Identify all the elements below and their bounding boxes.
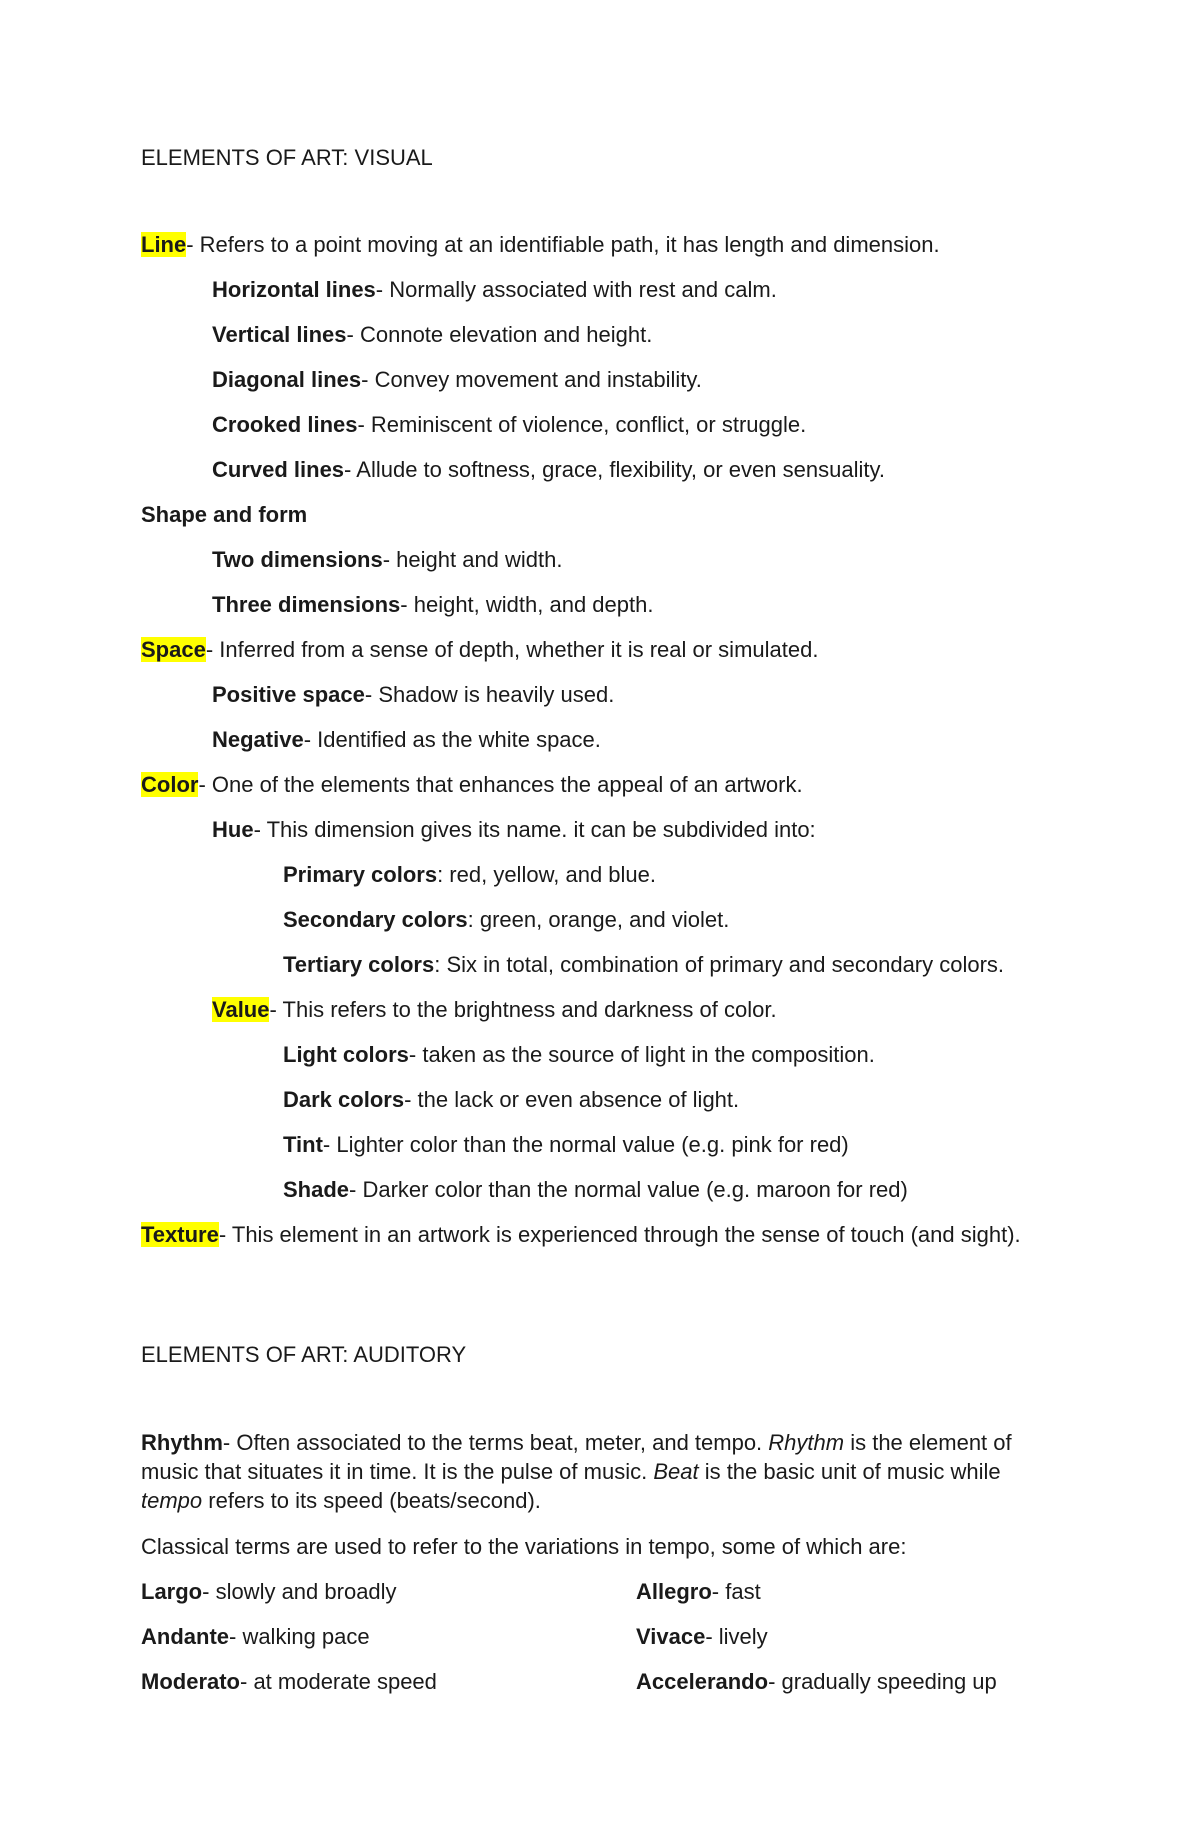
texture-desc: - This element in an artwork is experienced through the sense of touch (and sight). bbox=[218, 1222, 1021, 1247]
value-term: Value bbox=[212, 997, 270, 1022]
moderato-desc: - at moderate speed bbox=[240, 1669, 437, 1694]
two-dimensions-item bbox=[212, 545, 563, 574]
vertical-lines-item bbox=[212, 320, 652, 349]
two-dimensions-term: Two dimensions bbox=[212, 547, 383, 572]
hue-term: Hue bbox=[212, 817, 254, 842]
accelerando-term: Accelerando bbox=[636, 1669, 769, 1694]
two-dimensions-desc: - height and width. bbox=[382, 547, 563, 572]
texture-paragraph bbox=[141, 1220, 1056, 1249]
vertical-lines-term: Vertical lines bbox=[212, 322, 347, 347]
secondary-colors-desc: : green, orange, and violet. bbox=[467, 907, 730, 932]
tertiary-colors-item bbox=[283, 950, 1004, 979]
horizontal-lines-desc: - Normally associated with rest and calm. bbox=[375, 277, 777, 302]
andante-desc: - walking pace bbox=[229, 1624, 370, 1649]
moderato-term: Moderato bbox=[141, 1669, 240, 1694]
three-dimensions-desc: - height, width, and depth. bbox=[400, 592, 654, 617]
crooked-lines-item bbox=[212, 410, 806, 439]
rhythm-text-1: - Often associated to the terms beat, meter, and tempo. bbox=[222, 1430, 769, 1455]
negative-space-term: Negative bbox=[212, 727, 304, 752]
horizontal-lines-item bbox=[212, 275, 777, 304]
allegro-item bbox=[636, 1577, 761, 1606]
curved-lines-desc: - Allude to softness, grace, flexibility, or even sensuality. bbox=[344, 457, 885, 482]
tint-desc: - Lighter color than the normal value (e.g. pink for red) bbox=[322, 1132, 849, 1157]
three-dimensions-item bbox=[212, 590, 653, 619]
vivace-desc: - lively bbox=[705, 1624, 768, 1649]
classical-intro: Classical terms are used to refer to the variations in tempo, some of which are: bbox=[141, 1534, 907, 1559]
shade-desc: - Darker color than the normal value (e.g. maroon for red) bbox=[349, 1177, 908, 1202]
andante-item bbox=[141, 1622, 370, 1651]
line-paragraph bbox=[141, 230, 940, 259]
hue-item bbox=[212, 815, 816, 844]
rhythm-text-3: is the basic unit of music while bbox=[698, 1459, 1001, 1484]
vertical-lines-desc: - Connote elevation and height. bbox=[346, 322, 653, 347]
diagonal-lines-term: Diagonal lines bbox=[212, 367, 362, 392]
curved-lines-term: Curved lines bbox=[212, 457, 345, 482]
curved-lines-item bbox=[212, 455, 885, 484]
rhythm-paragraph bbox=[141, 1428, 1056, 1515]
positive-space-term: Positive space bbox=[212, 682, 365, 707]
negative-space-item bbox=[212, 725, 601, 754]
rhythm-text-2: is the element of music that situates it in time. It is the pulse of music. bbox=[141, 1430, 1012, 1484]
moderato-item bbox=[141, 1667, 437, 1696]
shape-and-form-term: Shape and form bbox=[141, 502, 308, 527]
tint-item bbox=[283, 1130, 849, 1159]
primary-colors-desc: : red, yellow, and blue. bbox=[437, 862, 656, 887]
auditory-heading: ELEMENTS OF ART: AUDITORY bbox=[141, 1342, 467, 1367]
tempo-italic: tempo bbox=[141, 1488, 203, 1513]
light-colors-desc: - taken as the source of light in the composition. bbox=[408, 1042, 875, 1067]
allegro-desc: - fast bbox=[711, 1579, 761, 1604]
dark-colors-term: Dark colors bbox=[283, 1087, 405, 1112]
positive-space-desc: - Shadow is heavily used. bbox=[364, 682, 615, 707]
beat-italic: Beat bbox=[653, 1459, 699, 1484]
line-desc: - Refers to a point moving at an identifiable path, it has length and dimension. bbox=[186, 232, 940, 257]
horizontal-lines-term: Horizontal lines bbox=[212, 277, 376, 302]
space-term: Space bbox=[141, 637, 206, 662]
value-desc: - This refers to the brightness and darkness of color. bbox=[269, 997, 777, 1022]
rhythm-italic: Rhythm bbox=[768, 1430, 845, 1455]
light-colors-term: Light colors bbox=[283, 1042, 409, 1067]
hue-desc: - This dimension gives its name. it can be subdivided into: bbox=[253, 817, 816, 842]
accelerando-item bbox=[636, 1667, 997, 1696]
line-term: Line bbox=[141, 232, 187, 257]
tint-term: Tint bbox=[283, 1132, 323, 1157]
color-term: Color bbox=[141, 772, 199, 797]
dark-colors-item bbox=[283, 1085, 739, 1114]
diagonal-lines-desc: - Convey movement and instability. bbox=[361, 367, 702, 392]
rhythm-term: Rhythm bbox=[141, 1430, 223, 1455]
shade-item bbox=[283, 1175, 908, 1204]
negative-space-desc: - Identified as the white space. bbox=[303, 727, 601, 752]
primary-colors-term: Primary colors bbox=[283, 862, 438, 887]
primary-colors-item bbox=[283, 860, 656, 889]
value-item bbox=[212, 995, 777, 1024]
tertiary-colors-desc: : Six in total, combination of primary and secondary colors. bbox=[434, 952, 1005, 977]
tertiary-colors-term: Tertiary colors bbox=[283, 952, 435, 977]
largo-desc: - slowly and broadly bbox=[202, 1579, 397, 1604]
secondary-colors-term: Secondary colors bbox=[283, 907, 468, 932]
crooked-lines-desc: - Reminiscent of violence, conflict, or struggle. bbox=[357, 412, 807, 437]
secondary-colors-item bbox=[283, 905, 729, 934]
accelerando-desc: - gradually speeding up bbox=[768, 1669, 997, 1694]
allegro-term: Allegro bbox=[636, 1579, 712, 1604]
positive-space-item bbox=[212, 680, 614, 709]
color-desc: - One of the elements that enhances the appeal of an artwork. bbox=[198, 772, 803, 797]
rhythm-text-4: refers to its speed (beats/second). bbox=[202, 1488, 541, 1513]
texture-term: Texture bbox=[141, 1222, 219, 1247]
vivace-term: Vivace bbox=[636, 1624, 706, 1649]
shape-and-form-heading bbox=[141, 500, 307, 529]
shade-term: Shade bbox=[283, 1177, 350, 1202]
largo-item bbox=[141, 1577, 397, 1606]
dark-colors-desc: - the lack or even absence of light. bbox=[404, 1087, 740, 1112]
andante-term: Andante bbox=[141, 1624, 229, 1649]
space-desc: - Inferred from a sense of depth, whether it is real or simulated. bbox=[205, 637, 819, 662]
space-paragraph bbox=[141, 635, 818, 664]
visual-heading: ELEMENTS OF ART: VISUAL bbox=[141, 145, 433, 170]
largo-term: Largo bbox=[141, 1579, 203, 1604]
color-paragraph bbox=[141, 770, 803, 799]
diagonal-lines-item bbox=[212, 365, 702, 394]
light-colors-item bbox=[283, 1040, 875, 1069]
vivace-item bbox=[636, 1622, 768, 1651]
three-dimensions-term: Three dimensions bbox=[212, 592, 401, 617]
crooked-lines-term: Crooked lines bbox=[212, 412, 358, 437]
